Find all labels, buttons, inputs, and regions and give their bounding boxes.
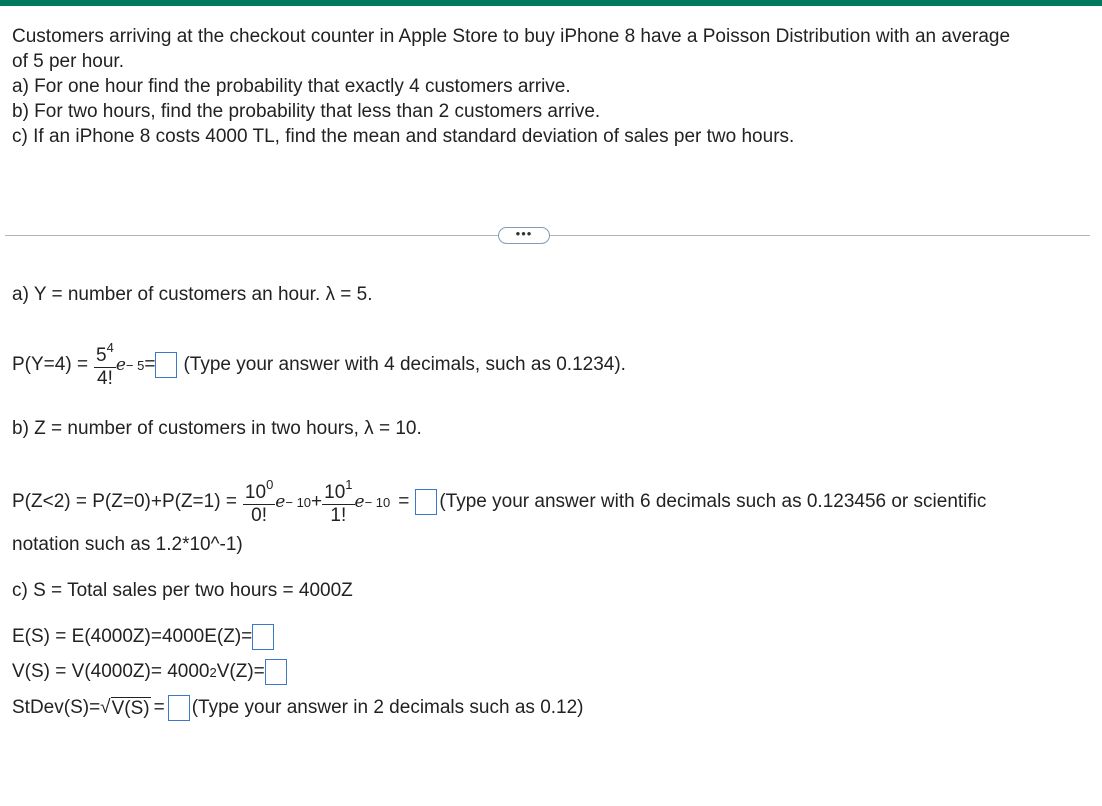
part-b-f1-den: 0!	[243, 504, 275, 527]
part-b-plus: +	[311, 491, 323, 512]
part-a-den: 4!	[94, 367, 116, 390]
part-b-formula	[12, 466, 986, 538]
part-a-lhs: P(Y=4) =	[12, 354, 89, 375]
part-c-variance-row	[12, 658, 287, 686]
part-c-stdev-hint: (Type your answer in 2 decimals such as 0.12)	[191, 697, 584, 718]
part-b-f2-den: 1!	[322, 504, 354, 527]
question-part-b: b) For two hours, find the probability that less than 2 customers arrive.	[12, 101, 601, 122]
part-c-mean-formula: E(S) = E(4000Z)=4000E(Z)=	[12, 626, 253, 647]
part-a-answer-input[interactable]	[155, 352, 177, 378]
question-line-2: of 5 per hour.	[12, 51, 124, 72]
part-a-definition: a) Y = number of customers an hour. λ = 5.	[12, 284, 373, 305]
top-accent-bar	[0, 0, 1102, 6]
part-c-stdev-pre: StDev(S)=√	[12, 697, 111, 718]
part-b-e-exp-2: − 10	[364, 494, 391, 510]
part-b-definition: b) Z = number of customers in two hours, λ = 10.	[12, 418, 422, 439]
part-a-equals: =	[144, 354, 156, 375]
part-b-hint-1: (Type your answer with 6 decimals such as 0.123456 or scientific	[439, 491, 987, 512]
question-part-a: a) For one hour find the probability that exactly 4 customers arrive.	[12, 76, 571, 97]
part-a-e: e	[115, 355, 126, 375]
part-b-f2-exp: 1	[345, 477, 353, 492]
part-c-variance-input[interactable]	[265, 659, 287, 685]
part-a-hint: (Type your answer with 4 decimals, such as 0.1234).	[183, 354, 626, 375]
part-c-stdev-input[interactable]	[168, 695, 190, 721]
part-c-variance-post: V(Z)=	[216, 661, 265, 682]
part-b-e-1: e	[275, 492, 286, 512]
part-c-definition: c) S = Total sales per two hours = 4000Z	[12, 580, 353, 601]
part-b-hint-2: notation such as 1.2*10^-1)	[12, 534, 243, 555]
part-c-variance-pre: V(S) = V(4000Z)= 4000	[12, 661, 210, 682]
part-b-fraction-1	[243, 477, 275, 527]
part-a-num-base: 5	[96, 345, 107, 366]
part-b-f2-base: 10	[324, 482, 346, 503]
part-c-variance-exp: 2	[209, 664, 217, 680]
part-b-equals: =	[398, 491, 410, 512]
part-a-e-exp: − 5	[125, 357, 145, 373]
part-b-answer-input[interactable]	[415, 489, 437, 515]
part-b-fraction-2	[322, 477, 354, 527]
part-b-e-exp-1: − 10	[285, 494, 312, 510]
question-part-c: c) If an iPhone 8 costs 4000 TL, find the mean and standard deviation of sales per two hours.	[12, 126, 795, 147]
part-a-formula	[12, 330, 626, 400]
part-c-stdev-radicand: V(S)	[111, 697, 150, 719]
part-c-stdev-row	[12, 694, 584, 722]
part-a-fraction	[94, 340, 116, 390]
part-b-f1-base: 10	[244, 482, 267, 503]
part-b-f1-exp: 0	[266, 477, 274, 492]
part-c-mean-input[interactable]	[252, 624, 274, 650]
more-options-button[interactable]: •••	[498, 227, 550, 244]
part-a-num-exp: 4	[106, 340, 114, 355]
part-c-stdev-equals: =	[153, 697, 165, 718]
question-line-1: Customers arriving at the checkout counter in Apple Store to buy iPhone 8 have a Poisson Distribution with an average	[12, 26, 1011, 47]
part-c-mean-row	[12, 623, 274, 651]
part-b-e-2: e	[354, 492, 365, 512]
part-b-lhs: P(Z<2) = P(Z=0)+P(Z=1) =	[12, 491, 237, 512]
